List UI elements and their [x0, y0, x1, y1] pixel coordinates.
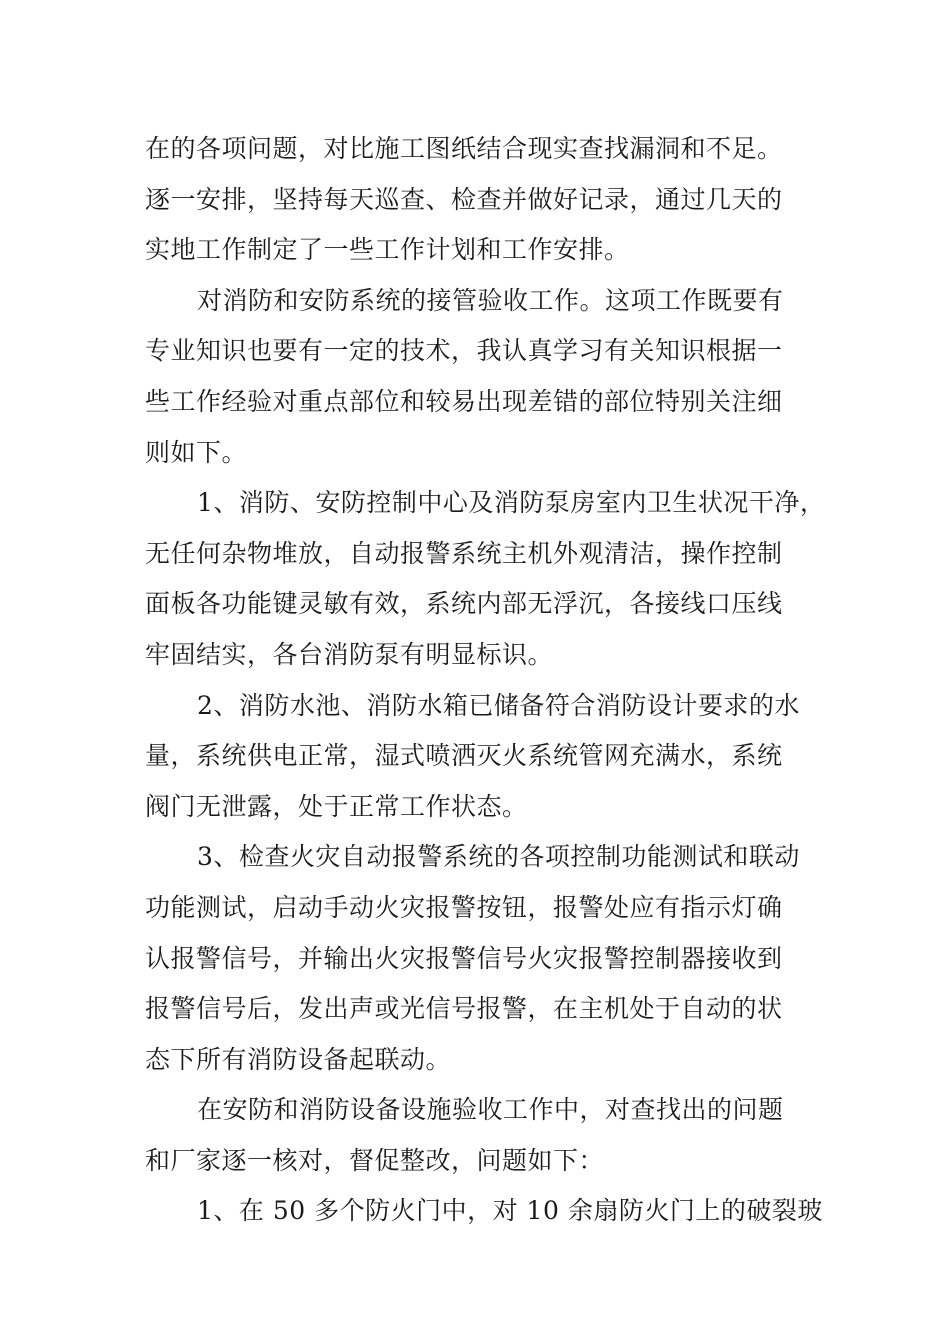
text-line: 对消防和安防系统的接管验收工作。这项工作既要有 [197, 285, 784, 315]
paragraph-item-1 [145, 478, 825, 680]
text-line: 无任何杂物堆放，自动报警系统主机外观清洁，操作控制 [145, 538, 783, 568]
text-line: 在的各项问题，对比施工图纸结合现实查找漏洞和不足。 [145, 134, 783, 163]
text-line: 阀门无泄露，处于正常工作状态。 [145, 791, 528, 821]
text-line: 量，系统供电正常，湿式喷洒灭火系统管网充满水，系统 [145, 741, 783, 771]
text-line: 报警信号后，发出声或光信号报警，在主机处于自动的状 [145, 994, 783, 1024]
text-line: 认报警信号，并输出火灾报警信号火灾报警控制器接收到 [145, 943, 783, 973]
text-line: 1、在 50 多个防火门中，对 10 余扇防火门上的破裂玻 [197, 1196, 823, 1226]
paragraph-issues-intro [145, 1085, 825, 1186]
text-line: 专业知识也要有一定的技术，我认真学习有关知识根据一 [145, 336, 783, 366]
text-line: 和厂家逐一核对，督促整改，问题如下： [145, 1145, 605, 1175]
text-line: 3、检查火灾自动报警系统的各项控制功能测试和联动 [197, 842, 800, 872]
paragraph-acceptance-intro [145, 276, 825, 478]
text-line: 面板各功能键灵敏有效，系统内部无浮沉，各接线口压线 [145, 589, 783, 619]
text-line: 2、消防水池、消防水箱已储备符合消防设计要求的水 [197, 690, 800, 720]
document-body [145, 124, 825, 1237]
text-line: 态下所有消防设备起联动。 [145, 1044, 452, 1074]
paragraph-continuation [145, 124, 825, 276]
text-line: 逐一安排，坚持每天巡查、检查并做好记录，通过几天的 [145, 184, 783, 214]
text-line: 则如下。 [145, 437, 248, 467]
text-line: 实地工作制定了一些工作计划和工作安排。 [145, 235, 630, 265]
text-line: 牢固结实，各台消防泵有明显标识。 [145, 639, 554, 669]
text-line: 1、消防、安防控制中心及消防泵房室内卫生状况干净， [197, 488, 826, 518]
text-line: 些工作经验对重点部位和较易出现差错的部位特别关注细 [145, 386, 783, 416]
paragraph-item-2 [145, 681, 825, 833]
paragraph-item-3 [145, 832, 825, 1085]
text-line: 在安防和消防设备设施验收工作中，对查找出的问题 [197, 1095, 784, 1125]
text-line: 功能测试，启动手动火灾报警按钮，报警处应有指示灯确 [145, 892, 783, 922]
paragraph-issue-1 [145, 1186, 825, 1237]
